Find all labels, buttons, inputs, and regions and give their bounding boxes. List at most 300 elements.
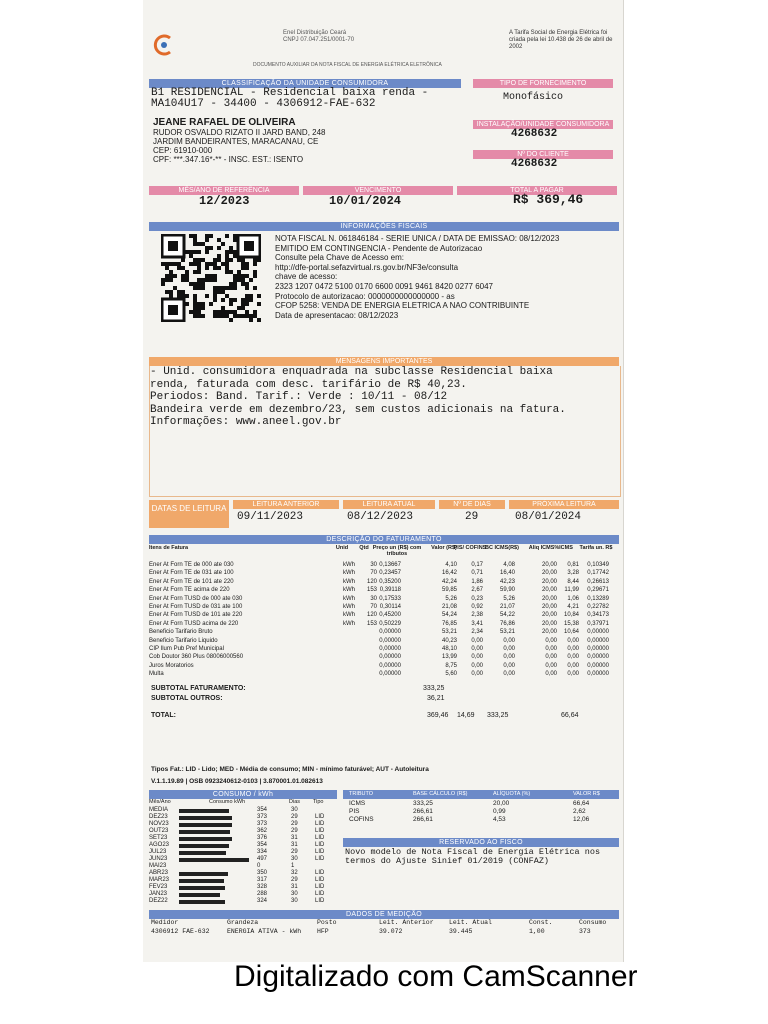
consumo-row: [149, 849, 337, 856]
faturamento-cell: 0,00000: [587, 646, 609, 652]
total-pagar-value: R$ 369,46: [513, 192, 584, 207]
total-pagar-header: TOTAL A PAGAR: [457, 186, 617, 195]
tributo-row: [343, 816, 619, 824]
faturamento-cell: 0,00000: [587, 654, 609, 661]
faturamento-cell: 8,75: [445, 662, 457, 669]
faturamento-cell: 3,41: [471, 620, 483, 627]
mensagem-line: Bandeira verde em dezembro/23, sem custos adicionais na fatura.: [150, 403, 566, 416]
medidor-col-header: Leit. Atual: [449, 919, 492, 926]
faturamento-col-header: Tarifa un. R$: [579, 545, 613, 551]
consumo-bar: [179, 893, 220, 897]
consumo-dias: 31: [291, 842, 298, 848]
faturamento-cell: 1,86: [471, 578, 483, 585]
consumo-dias: 1: [291, 863, 295, 869]
faturamento-cell: 0,17742: [587, 570, 609, 577]
faturamento-cell: 0,34173: [587, 612, 609, 619]
consumo-mes: JUN23: [149, 856, 168, 862]
faturamento-col-header: Aliq ICMS%: [528, 545, 560, 551]
leitura-atual-value: 08/12/2023: [347, 511, 414, 523]
faturamento-cell: kWh: [343, 578, 355, 585]
cliente-block: [153, 117, 463, 164]
faturamento-cell: 11,99: [564, 587, 579, 594]
consumo-dias: 29: [291, 877, 298, 883]
faturamento-cell: 0,00: [471, 654, 483, 661]
faturamento-cell: Beneficio Tarifario Bruto: [149, 629, 213, 636]
faturamento-cell: 20,00: [541, 595, 557, 602]
fiscal-line: Consulte pela Chave de Acesso em:: [275, 253, 404, 263]
mes-referencia-header: MÊS/ANO DE REFERÊNCIA: [149, 186, 299, 195]
consumo-tipo: LID: [315, 884, 325, 890]
faturamento-cell: Ener At Forn TUSD de 101 ate 220: [149, 612, 243, 619]
faturamento-cell: kWh: [343, 620, 355, 627]
consumo-row: [149, 877, 337, 884]
tributo-cell: 266,61: [413, 808, 433, 815]
faturamento-row: [149, 611, 619, 619]
consumo-col-header: Mês/Ano: [149, 799, 171, 805]
faturamento-cell: 0,00000: [379, 654, 401, 661]
consumo-tipo: LID: [315, 891, 325, 897]
faturamento-col-header: BC ICMS(R$): [485, 545, 519, 551]
faturamento-cell: 0,92: [471, 604, 483, 610]
total-valor: 369,46: [427, 712, 449, 719]
consumo-dias: 30: [291, 898, 298, 904]
faturamento-cell: Beneficio Tarifario Liquido: [149, 637, 218, 644]
consumo-mes: ABR23: [149, 870, 169, 876]
consumo-bar: [179, 844, 229, 848]
consumo-kwh: 354: [257, 842, 268, 848]
fiscal-line: EMITIDO EM CONTINGENCIA - Pendente de Autorizacao: [275, 243, 483, 253]
faturamento-cell: 54,22: [499, 612, 515, 619]
faturamento-cell: 0,00: [545, 637, 557, 644]
consumo-kwh: 324: [257, 898, 268, 904]
faturamento-cell: 2,67: [471, 587, 483, 594]
tributo-cell: 266,61: [413, 816, 433, 823]
medidor-value: 39.445: [449, 928, 473, 935]
faturamento-row: [149, 662, 619, 670]
faturamento-cell: 0,00000: [587, 671, 609, 678]
faturamento-cell: 48,10: [441, 646, 457, 652]
consumo-tipo: LID: [315, 821, 325, 827]
consumo-bar: [179, 886, 225, 890]
faturamento-cell: 3,28: [567, 570, 579, 577]
faturamento-cell: 20,00: [541, 629, 557, 636]
faturamento-cell: 10,64: [563, 629, 579, 636]
fiscal-header: INFORMAÇÕES FISCAIS: [149, 222, 619, 231]
subtotal-outros-value: 36,21: [427, 695, 445, 702]
qr-code: [161, 234, 261, 322]
faturamento-cell: 20,00: [541, 562, 557, 568]
faturamento-row: [149, 653, 619, 661]
consumo-row: [149, 884, 337, 891]
consumo-kwh: 317: [257, 877, 268, 883]
consumo-mes: MAR23: [149, 877, 170, 883]
faturamento-cell: 0,00: [503, 637, 515, 644]
consumo-tipo: LID: [315, 842, 325, 848]
consumo-bar: [179, 900, 225, 904]
faturamento-cell: 0,35200: [379, 578, 401, 585]
consumo-mes: FEV23: [149, 884, 168, 890]
reservado-line1: Novo modelo de Nota Fiscal de Energia Elétrica nos: [345, 847, 601, 857]
consumo-row: [149, 842, 337, 849]
consumo-row: [149, 870, 337, 877]
consumo-kwh: 373: [257, 814, 268, 820]
consumo-dias: 29: [291, 849, 298, 855]
faturamento-cell: 0,30114: [379, 604, 401, 610]
tributo-col-header: ALÍQUOTA (%): [493, 791, 531, 797]
faturamento-cell: 0,17: [471, 562, 483, 568]
consumo-mes: NOV23: [149, 821, 169, 827]
faturamento-cell: 16,40: [499, 570, 515, 577]
faturamento-cell: Ener At Forn TUSD acima de 220: [149, 620, 239, 627]
mensagem-line: Informações: www.aneel.gov.br: [150, 416, 342, 428]
mensagens-box: [149, 366, 621, 497]
faturamento-cell: 120: [366, 612, 377, 619]
tributo-cell: PIS: [349, 808, 360, 815]
faturamento-cell: 0,00000: [587, 629, 609, 636]
numero-cliente-header: Nº DO CLIENTE: [473, 150, 613, 159]
faturamento-cell: CIP Ilum Pub Pref Municipal: [149, 646, 224, 652]
fiscal-line: chave de acesso:: [275, 272, 338, 282]
faturamento-cell: 20,00: [541, 612, 557, 619]
faturamento-cell: 70: [370, 604, 377, 610]
faturamento-cell: 5,26: [503, 595, 515, 602]
consumo-row: [149, 835, 337, 842]
faturamento-row: [149, 561, 619, 569]
faturamento-cell: kWh: [343, 595, 355, 602]
consumo-bar: [179, 837, 232, 841]
tributo-cell: 12,06: [573, 816, 590, 823]
faturamento-row: [149, 620, 619, 628]
consumo-kwh: 288: [257, 891, 268, 897]
consumo-dias: 32: [291, 870, 298, 876]
faturamento-cell: kWh: [343, 604, 355, 610]
consumo-dias: 31: [291, 884, 298, 890]
medidor-values: [149, 928, 619, 937]
classificacao-header: CLASSIFICAÇÃO DA UNIDADE CONSUMIDORA: [149, 79, 461, 88]
faturamento-row: [149, 603, 619, 611]
consumo-tipo: LID: [315, 898, 325, 904]
faturamento-cell: 30: [370, 562, 377, 568]
fiscal-line: NOTA FISCAL N. 061846184 - SERIE UNICA / DATA DE EMISSAO: 08/12/2023: [275, 234, 560, 243]
cliente-address1: RUDOR OSVALDO RIZATO II JARD BAND, 248: [153, 128, 326, 137]
medidor-value: HFP: [317, 928, 329, 935]
faturamento-cell: 0,00: [567, 646, 579, 652]
dias-header: Nº DE DIAS: [439, 500, 505, 509]
faturamento-cell: 4,08: [503, 562, 515, 568]
subtotal-faturamento-value: 333,25: [423, 685, 445, 692]
codigo-linha: V.1.1.19.89 | OSB 0923240612-0103 | 3.870001.01.082613: [151, 778, 323, 785]
faturamento-cell: Multa: [149, 671, 164, 678]
tarifa-social-note: A Tarifa Social de Energia Elétrica foi criada pela lei 10.438 de 26 de abril de 2002: [509, 30, 613, 50]
tributo-col-header: TRIBUTO: [349, 791, 374, 797]
fiscal-line: http://dfe-portal.sefazvirtual.rs.gov.br/NF3e/consulta: [275, 262, 459, 272]
consumo-row: [149, 821, 337, 828]
fiscal-line: CFOP 5258: VENDA DE ENERGIA ELETRICA A NAO CONTRIBUINTE: [275, 301, 530, 311]
consumo-mes: SET23: [149, 835, 168, 841]
faturamento-cell: 20,00: [541, 587, 557, 594]
classificacao-line1: B1 RESIDENCIAL - Residencial baixa renda -: [151, 87, 429, 99]
consumo-dias: 29: [291, 828, 298, 834]
faturamento-cell: 76,86: [499, 620, 515, 627]
cliente-address2: JARDIM BANDEIRANTES, MARACANAU, CE: [153, 137, 319, 146]
faturamento-cell: 0,22782: [587, 604, 609, 610]
consumo-dias: 30: [291, 807, 298, 813]
faturamento-cell: 2,34: [471, 629, 483, 636]
tributo-cell: ICMS: [349, 800, 366, 807]
tributo-row: [343, 808, 619, 816]
faturamento-cell: 4,21: [567, 604, 579, 610]
faturamento-row: [149, 670, 619, 678]
tipo-fornecimento-header: TIPO DE FORNECIMENTO: [473, 79, 613, 88]
faturamento-cell: 2,38: [471, 612, 483, 619]
medidor-value: 39.072: [379, 928, 403, 935]
consumo-mes: OUT23: [149, 828, 169, 834]
faturamento-cell: Juros Moratorios: [149, 662, 194, 669]
faturamento-cell: 76,85: [441, 620, 457, 627]
faturamento-cell: 5,60: [445, 671, 457, 678]
consumo-tipo: LID: [315, 877, 325, 883]
consumo-header: CONSUMO / kWh: [149, 790, 337, 799]
faturamento-col-header: Preço un (R$) com tributos: [372, 545, 422, 557]
mensagem-line: Periodos: Band. Tarif.: Verde : 10/11 - 08/12: [150, 391, 448, 403]
consumo-mes: AGO23: [149, 842, 170, 848]
faturamento-cell: 53,21: [441, 629, 457, 636]
faturamento-cell: 0,39118: [379, 587, 401, 594]
faturamento-column-headers: [149, 545, 619, 561]
consumo-bar: [179, 858, 249, 862]
faturamento-cell: 0,00000: [379, 671, 401, 678]
faturamento-row: [149, 645, 619, 653]
consumo-col-header: Tipo: [313, 799, 324, 805]
faturamento-cell: 0,23457: [379, 570, 401, 577]
fiscal-line: 2323 1207 0472 5100 0170 6600 0091 9461 8420 0277 6047: [275, 281, 493, 291]
faturamento-row: [149, 628, 619, 636]
faturamento-cell: 42,23: [499, 578, 515, 585]
faturamento-col-header: ICMS: [559, 545, 573, 551]
faturamento-col-header: Valor (R$): [431, 545, 457, 551]
faturamento-header: DESCRIÇÃO DO FATURAMENTO: [149, 535, 619, 544]
faturamento-cell: kWh: [343, 562, 355, 568]
faturamento-cell: 20,00: [541, 604, 557, 610]
consumo-kwh: 354: [257, 807, 268, 813]
faturamento-cell: 70: [370, 570, 377, 577]
faturamento-cell: 0,13667: [379, 562, 401, 568]
faturamento-cell: 0,00: [471, 646, 483, 652]
faturamento-cell: Ener At Forn TE de 000 ate 030: [149, 562, 234, 568]
faturamento-cell: 0,00: [567, 637, 579, 644]
faturamento-cell: Cob Doutor 360 Plus 08006000560: [149, 654, 244, 661]
tributo-cell: 0,99: [493, 808, 506, 815]
medidor-col-header: Posto: [317, 919, 337, 926]
consumo-bar: [179, 830, 230, 834]
faturamento-cell: 0,00: [471, 662, 483, 669]
faturamento-cell: 0,71: [471, 570, 483, 577]
mensagens-header: MENSAGENS IMPORTANTES: [149, 357, 619, 366]
consumo-dias: 30: [291, 856, 298, 862]
tributo-cell: 66,64: [573, 800, 590, 807]
classificacao-line2: MA104U17 - 34400 - 4306912-FAE-632: [151, 98, 376, 110]
faturamento-cell: 0,00000: [379, 629, 401, 636]
consumo-kwh: 376: [257, 835, 268, 841]
consumo-mes: MEDIA: [149, 807, 169, 813]
consumo-dias: 30: [291, 891, 298, 897]
faturamento-cell: 0,00: [545, 671, 557, 678]
total-bc-icms: 333,25: [487, 712, 509, 719]
medidor-value: 4306912 FAE-632: [151, 928, 210, 935]
consumo-tipo: LID: [315, 835, 325, 841]
cliente-cep: CEP: 61910-000: [153, 146, 213, 155]
consumo-col-header: Consumo kWh: [209, 799, 246, 805]
vencimento-header: VENCIMENTO: [303, 186, 453, 195]
faturamento-cell: 0,00: [567, 662, 579, 669]
consumo-mes: DEZ23: [149, 814, 168, 820]
company-info: [283, 30, 433, 44]
datas-leitura-label: DATAS DE LEITURA: [149, 500, 229, 528]
medidor-col-header: Consumo: [579, 919, 607, 926]
consumo-mes: JAN23: [149, 891, 168, 897]
faturamento-cell: 0,00: [545, 654, 557, 661]
fiscal-lines: [275, 234, 619, 320]
consumo-dias: 31: [291, 835, 298, 841]
faturamento-cell: 5,26: [445, 595, 457, 602]
medidor-value: ENERGIA ATIVA - kWh: [227, 928, 302, 935]
reservado-box: [345, 848, 619, 866]
faturamento-row: [149, 595, 619, 603]
tipo-fornecimento-value: Monofásico: [503, 92, 564, 103]
consumo-bar: [179, 816, 232, 820]
faturamento-cell: 21,08: [441, 604, 457, 610]
faturamento-cell: 21,07: [499, 604, 515, 610]
consumo-kwh: 328: [257, 884, 268, 890]
consumo-mes: JUL23: [149, 849, 167, 855]
consumo-bar: [179, 872, 228, 876]
tributo-cell: COFINS: [349, 816, 374, 823]
consumo-col-header: Dias: [289, 799, 301, 805]
faturamento-row: [149, 637, 619, 645]
faturamento-cell: 0,00: [503, 662, 515, 669]
company-name: Enel Distribuição Ceará: [283, 30, 347, 36]
faturamento-cell: 0,13289: [587, 595, 609, 602]
faturamento-cell: 59,85: [441, 587, 457, 594]
fiscal-line: Protocolo de autorizacao: 0000000000000000 - as: [275, 291, 455, 301]
faturamento-col-header: Itens de Fatura: [149, 545, 189, 551]
faturamento-cell: 20,00: [541, 620, 557, 627]
faturamento-cell: 20,00: [541, 570, 557, 577]
subtotal-faturamento-label: SUBTOTAL FATURAMENTO:: [151, 685, 246, 692]
faturamento-cell: 153: [366, 620, 377, 627]
faturamento-cell: 0,45200: [379, 612, 401, 619]
reservado-line2: termos do Ajuste Sinief 01/2019 (CONFAZ): [345, 856, 550, 866]
faturamento-cell: 20,00: [541, 578, 557, 585]
faturamento-cell: 0,81: [567, 562, 579, 568]
medidor-value: 1,00: [529, 928, 545, 935]
tributo-cell: 20,00: [493, 800, 510, 807]
consumo-mes: MAI23: [149, 863, 167, 869]
dias-value: 29: [465, 511, 479, 523]
tributo-col-header: VALOR R$: [573, 791, 600, 797]
classificacao-box: [151, 88, 461, 110]
faturamento-row: [149, 578, 619, 586]
faturamento-cell: 0,00: [567, 654, 579, 661]
faturamento-cell: 40,23: [441, 637, 457, 644]
reservado-header: RESERVADO AO FISCO: [343, 838, 619, 847]
faturamento-cell: 153: [366, 587, 377, 594]
faturamento-row: [149, 586, 619, 594]
faturamento-cell: 0,00000: [379, 637, 401, 644]
tributo-cell: 4,53: [493, 816, 506, 823]
faturamento-col-header: Qtd: [359, 545, 369, 551]
cliente-name: JEANE RAFAEL DE OLIVEIRA: [153, 117, 296, 128]
faturamento-cell: 0,00: [503, 671, 515, 678]
consumo-dias: 29: [291, 821, 298, 827]
bill-paper: [143, 0, 624, 962]
faturamento-cell: Ener At Forn TE acima de 220: [149, 587, 230, 594]
faturamento-cell: 30: [370, 595, 377, 602]
faturamento-cell: 0,00: [567, 671, 579, 678]
tipos-fat-legend: Tipos Fat.: LID - Lido; MED - Média de consumo; MIN - mínimo faturável; AUT - Autoleitura: [151, 766, 429, 773]
faturamento-cell: 0,00: [545, 646, 557, 652]
faturamento-cell: Ener At Forn TUSD de 000 ate 030: [149, 595, 243, 602]
faturamento-cell: 54,24: [441, 612, 457, 619]
mensagem-line: renda, faturada com desc. tarifário de R$ 40,23.: [150, 378, 467, 391]
consumo-kwh: 497: [257, 856, 268, 862]
faturamento-cell: 0,17533: [379, 595, 401, 602]
consumo-kwh: 373: [257, 821, 268, 827]
vencimento-value: 10/01/2024: [329, 194, 402, 208]
medidor-col-header: Grandeza: [227, 919, 259, 926]
proxima-leitura-header: PRÓXIMA LEITURA: [509, 500, 619, 509]
faturamento-cell: 4,10: [445, 562, 457, 568]
faturamento-cell: Ener At Forn TUSD de 031 ate 100: [149, 604, 243, 610]
tributo-cell: 2,62: [573, 808, 586, 815]
consumo-row: [149, 814, 337, 821]
faturamento-cell: 0,50229: [379, 620, 401, 627]
faturamento-cell: 0,00: [503, 646, 515, 652]
fiscal-line: Data de apresentacao: 08/12/2023: [275, 310, 399, 320]
faturamento-cell: Ener At Forn TE de 031 ate 100: [149, 570, 234, 577]
faturamento-cell: 59,90: [499, 587, 515, 594]
faturamento-cell: 15,38: [563, 620, 579, 627]
mensagem-line: - Unid. consumidora enquadrada na subclasse Residencial baixa: [150, 366, 553, 378]
faturamento-col-header: Unid: [335, 545, 349, 551]
consumo-tipo: LID: [315, 849, 325, 855]
tributos-rows: [343, 800, 619, 828]
faturamento-cell: 0,00000: [379, 662, 401, 669]
consumo-bar: [179, 851, 226, 855]
consumo-row: [149, 898, 337, 905]
medidor-header: DADOS DE MEDIÇÃO: [149, 910, 619, 919]
total-pis-cofins: 14,69: [457, 712, 475, 719]
faturamento-cell: 0,00000: [379, 646, 401, 652]
medidor-value: 373: [579, 928, 591, 935]
camscanner-watermark: Digitalizado com CamScanner: [234, 960, 638, 993]
faturamento-cell: 0,37971: [587, 620, 609, 627]
consumo-mes: DEZ22: [149, 898, 168, 904]
medidor-col-header: Const.: [529, 919, 553, 926]
leitura-box: [149, 500, 619, 528]
consumo-row: [149, 828, 337, 835]
consumo-kwh: 0: [257, 863, 261, 869]
faturamento-cell: 0,00: [503, 654, 515, 661]
consumo-row: [149, 863, 337, 870]
cliente-cpf: CPF: ***.347.16*-** - INSC. EST.: ISENTO: [153, 155, 304, 164]
consumo-kwh: 334: [257, 849, 268, 855]
consumo-dias: 29: [291, 814, 298, 820]
faturamento-cell: kWh: [343, 587, 355, 594]
consumo-bar: [179, 809, 229, 813]
instalacao-header: INSTALAÇÃO/UNIDADE CONSUMIDORA: [473, 120, 613, 129]
faturamento-cell: 0,29671: [587, 587, 609, 594]
